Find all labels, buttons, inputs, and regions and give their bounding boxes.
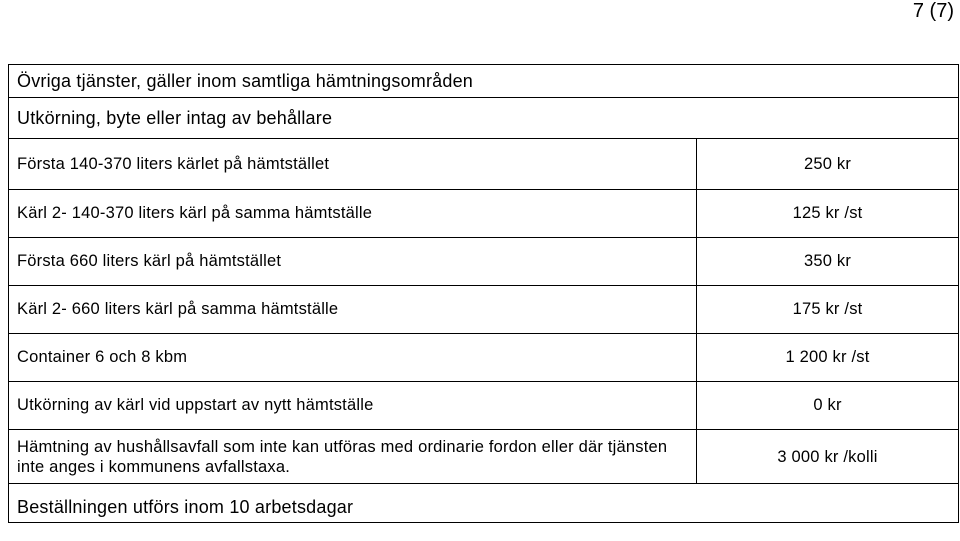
price-cell: 0 kr xyxy=(697,382,959,430)
price-cell: 350 kr xyxy=(697,238,959,286)
table-row xyxy=(9,238,959,286)
service-cell: Första 660 liters kärl på hämtstället xyxy=(9,238,697,286)
table-row xyxy=(9,430,959,484)
table-row xyxy=(9,190,959,238)
price-cell: 1 200 kr /st xyxy=(697,334,959,382)
price-cell: 175 kr /st xyxy=(697,286,959,334)
page-number: 7 (7) xyxy=(912,0,954,22)
service-cell: Container 6 och 8 kbm xyxy=(9,334,697,382)
price-cell: 250 kr xyxy=(697,139,959,190)
price-cell: 3 000 kr /kolli xyxy=(697,430,959,484)
table-row xyxy=(9,382,959,430)
service-cell: Utkörning av kärl vid uppstart av nytt hämtställe xyxy=(9,382,697,430)
section-title-row xyxy=(9,65,959,98)
table-row xyxy=(9,139,959,190)
section-subtitle: Utkörning, byte eller intag av behållare xyxy=(9,98,959,139)
service-cell: Hämtning av hushållsavfall som inte kan utföras med ordinarie fordon eller där tjänsten inte anges i kommunens avfallstaxa. xyxy=(9,430,697,484)
service-cell: Kärl 2- 140-370 liters kärl på samma hämtställe xyxy=(9,190,697,238)
section-subtitle-row xyxy=(9,98,959,139)
price-cell: 125 kr /st xyxy=(697,190,959,238)
table-row xyxy=(9,334,959,382)
services-table xyxy=(8,64,959,523)
service-cell: Första 140-370 liters kärlet på hämtstället xyxy=(9,139,697,190)
table-row xyxy=(9,286,959,334)
footer-row xyxy=(9,484,959,523)
footer-note: Beställningen utförs inom 10 arbetsdagar xyxy=(9,484,959,523)
section-title: Övriga tjänster, gäller inom samtliga hämtningsområden xyxy=(9,65,959,98)
service-cell: Kärl 2- 660 liters kärl på samma hämtställe xyxy=(9,286,697,334)
